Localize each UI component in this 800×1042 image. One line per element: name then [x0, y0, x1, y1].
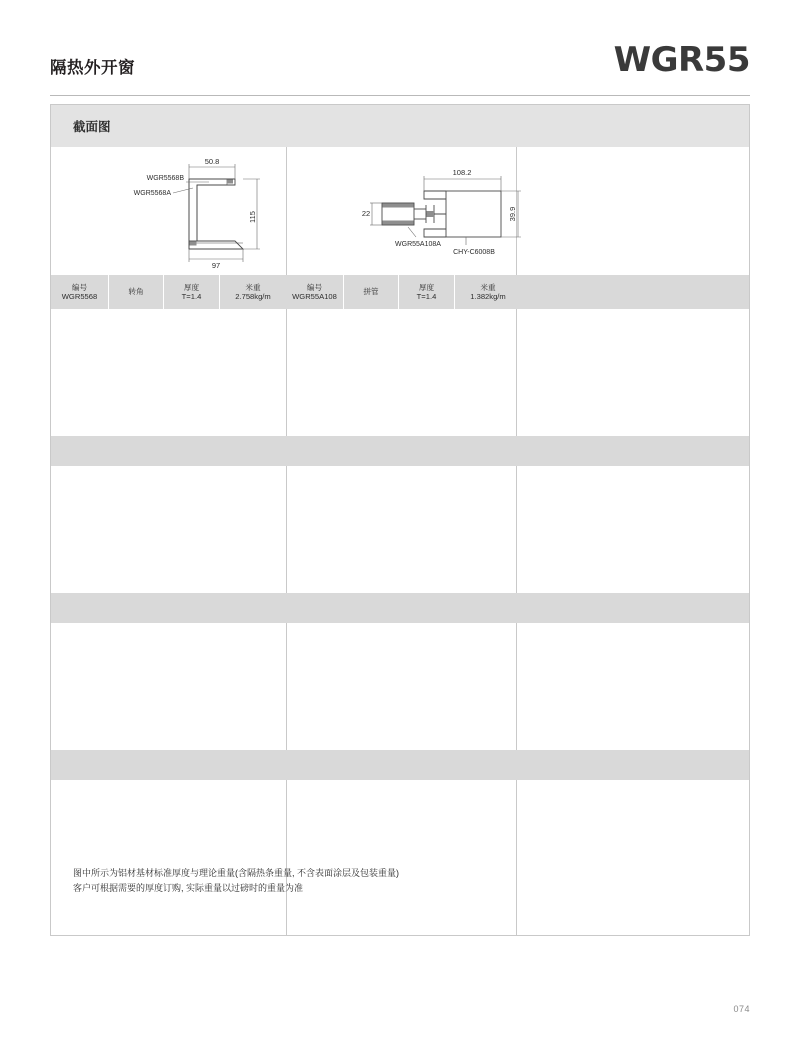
dim-left-right: 22: [361, 209, 371, 218]
note-row: [51, 780, 749, 936]
drawing-left: [131, 155, 306, 270]
spec-code-header-2: 编号: [306, 282, 323, 292]
blank-row-3: [51, 623, 749, 750]
spec-group-left: [51, 275, 286, 309]
notes-block: [73, 866, 399, 896]
spec-weight-value-2: 1.382kg/m: [470, 292, 506, 301]
drawing-row: [51, 147, 749, 275]
page-title: 隔热外开窗: [50, 59, 135, 77]
spec-thickness-header-2: 厚度: [418, 282, 435, 292]
spec-thickness-header-1: 厚度: [183, 282, 200, 292]
spec-type-header-2: 拼管: [363, 287, 379, 297]
page-header: [50, 40, 750, 92]
page-number: 074: [733, 1004, 750, 1014]
profile-table: [50, 104, 750, 936]
section-label: 截面图: [73, 120, 111, 134]
series-code: WGR55: [613, 40, 750, 80]
spec-weight-value-1: 2.758kg/m: [235, 292, 271, 301]
spec-code-value-2: WGR55A108: [292, 292, 337, 301]
spec-cell-type-2: [344, 275, 399, 309]
spec-cell-weight-1: [220, 275, 286, 309]
dim-top-right: 108.2: [452, 168, 472, 177]
table-header-row: [51, 105, 749, 147]
blank-row-1: [51, 309, 749, 436]
part-label-left-2: WGR5568A: [133, 190, 171, 197]
note-line-2: 客户可根据需要的厚度订购, 实际重量以过磅时的重量为准: [73, 882, 304, 893]
spec-thickness-value-2: T=1.4: [416, 292, 437, 301]
spec-code-header-1: 编号: [71, 282, 88, 292]
dim-top-left: 50.8: [204, 157, 220, 166]
dim-bottom-left: 97: [211, 261, 221, 270]
part-label-right-1: WGR55A108A: [395, 241, 441, 248]
note-line-1: 图中所示为铝材基材标准厚度与理论重量(含隔热条重量, 不含表面涂层及包装重量): [73, 868, 399, 878]
drawing-right: [346, 161, 536, 266]
spec-weight-header-2: 米重: [480, 282, 496, 292]
header-divider: [50, 95, 750, 96]
divider-band-2: [51, 593, 749, 623]
divider-band-3: [51, 750, 749, 780]
spec-cell-thickness-2: [399, 275, 455, 309]
blank-row-2: [51, 466, 749, 593]
spec-cell-code-2: [286, 275, 344, 309]
spec-cell-weight-2: [455, 275, 521, 309]
spec-cell-type-1: [109, 275, 164, 309]
spec-group-right: [286, 275, 516, 309]
spec-thickness-value-1: T=1.4: [181, 292, 202, 301]
spec-type-header-1: 转角: [128, 287, 144, 297]
part-label-left-1: WGR5568B: [146, 175, 184, 182]
dim-right-left: 115: [248, 211, 257, 223]
spec-cell-thickness-1: [164, 275, 220, 309]
part-label-right-2: CHY-C6008B: [453, 249, 495, 256]
spec-code-value-1: WGR5568: [61, 292, 98, 301]
spec-cell-code-1: [51, 275, 109, 309]
divider-band-1: [51, 436, 749, 466]
spec-row: [51, 275, 749, 309]
dim-right-right: 39.9: [508, 206, 517, 222]
spec-weight-header-1: 米重: [245, 282, 261, 292]
